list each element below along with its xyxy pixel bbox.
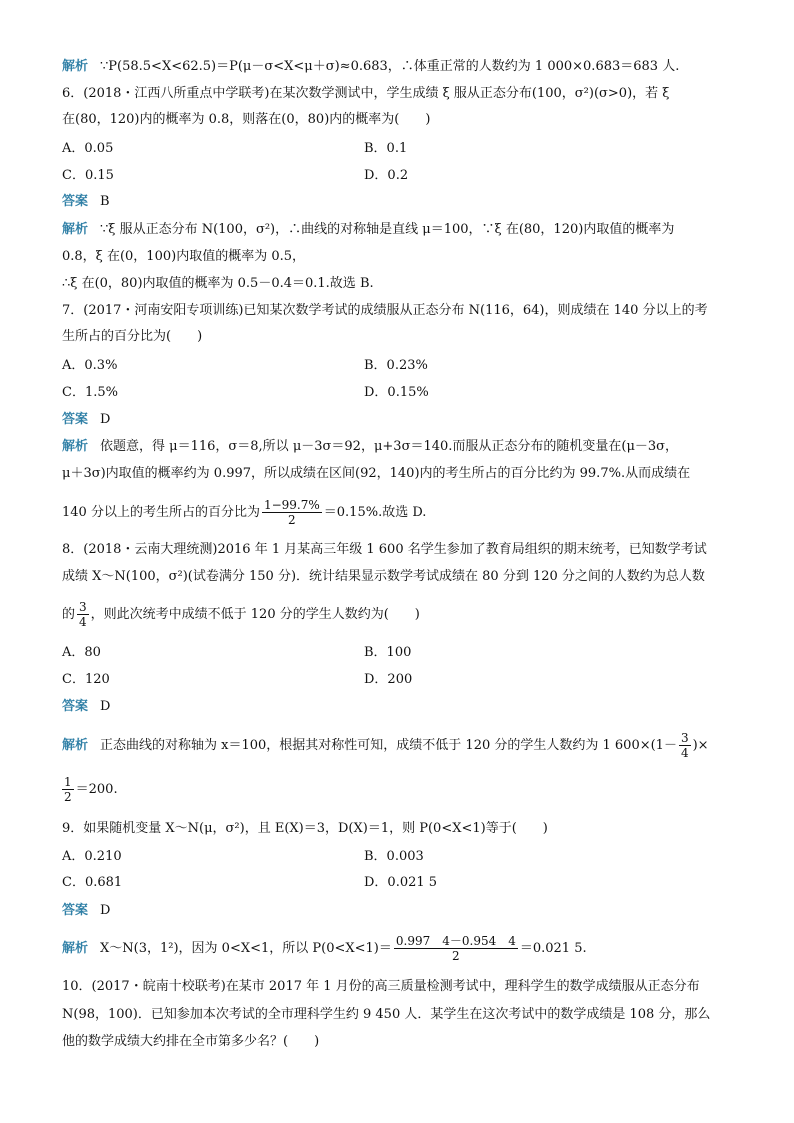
q8-stem-line2: 成绩 X～N(100，σ²)(试卷满分 150 分)．统计结果显示数学考试成绩在 80 分到 120 分之间的人数约为总人数 (62, 569, 705, 584)
q7-option-d: D．0.15% (364, 385, 429, 400)
q10-stem-line3: 他的数学成绩大约排在全市第多少名？( ) (62, 1034, 320, 1049)
q6-stem-line1: 6．(2018・江西八所重点中学联考)在某次数学测试中，学生成绩 ξ 服从正态分布(100，σ²)(σ>0)，若 ξ (62, 86, 670, 101)
q6-option-b: B．0.1 (364, 141, 408, 156)
q8-stem-line3: 的 $\frac{3}{4}$ ，则此次统考中成绩不低于 120 分的学生人数约为( ) (62, 600, 420, 629)
q10-stem-line2: N(98，100)．已知参加本次考试的全市理科学生约 9 450 人．某学生在这次考试中的数学成绩是 108 分，那么 (62, 1007, 711, 1022)
q9-option-a: A．0.210 (62, 849, 122, 864)
q8-analysis-line1: 解析 正态曲线的对称轴为 x＝100，根据其对称性可知，成绩不低于 120 分的学生人数约为 1 600×(1－ $\frac{3}{4}$ )× (62, 731, 709, 760)
q6-analysis-line1: 解析 ∵ξ 服从正态分布 N(100，σ²)，∴曲线的对称轴是直线 μ＝100，∵ξ 在(80，120)内取值的概率为 (62, 222, 675, 237)
q6-answer: 答案 B (62, 194, 110, 209)
analysis-label: 解析 (62, 439, 89, 454)
fraction: $\frac{3}{4}$ (680, 731, 689, 760)
q9-option-b: B．0.003 (364, 849, 424, 864)
q8-option-c: C．120 (62, 672, 110, 687)
q8-answer: 答案 D (62, 699, 111, 714)
q6-option-a: A．0.05 (62, 141, 114, 156)
q7-stem-line1: 7．(2017・河南安阳专项训练)已知某次数学考试的成绩服从正态分布 N(116，64)，则成绩在 140 分以上的考 (62, 303, 708, 318)
fraction: $\frac{3}{4}$ (79, 600, 87, 629)
q7-option-a: A．0.3% (62, 358, 118, 373)
q8-analysis-line2: $\frac{1}{2}$ ＝200. (64, 775, 118, 804)
q8-option-a: A．80 (62, 645, 101, 660)
answer-label: 答案 (62, 412, 89, 427)
q8-option-b: B．100 (364, 645, 412, 660)
q10-stem-line1: 10．(2017・皖南十校联考)在某市 2017 年 1 月份的高三质量检测考试中，理科学生的数学成绩服从正态分布 (62, 979, 700, 994)
q9-stem: 9．如果随机变量 X～N(μ，σ²)，且 E(X)＝3，D(X)＝1，则 P(0<X<1)等于( ) (62, 821, 548, 836)
analysis-label: 解析 (62, 222, 89, 237)
answer-label: 答案 (62, 903, 89, 918)
q9-option-d: D．0.021 5 (364, 875, 438, 890)
q6-stem-line2: 在(80，120)内的概率为 0.8，则落在(0，80)内的概率为( ) (62, 112, 431, 127)
fraction: $\frac{1}{2}$ (64, 775, 72, 804)
q6-option-c: C．0.15 (62, 168, 114, 183)
q7-analysis-line2: μ＋3σ)内取值的概率约为 0.997，所以成绩在区间(92，140)内的考生所占的百分比约为 99.7%.从而成绩在 (62, 466, 691, 481)
q7-analysis-line3: 140 分以上的考生所占的百分比为 $\frac{1-99.7\%}{2}$ ＝0.15%.故选 D. (62, 498, 427, 527)
q6-analysis-line2: 0.8，ξ 在(0，100)内取值的概率为 0.5， (62, 249, 306, 264)
analysis-label: 解析 (62, 738, 89, 753)
q9-analysis: 解析 X～N(3，1²)，因为 0<X<1，所以 P(0<X<1)＝ $\frac{0.997 4-0.954 4}{2}$ ＝0.021 5. (62, 934, 587, 963)
fraction: $\frac{0.997 4-0.954 4}{2}$ (395, 934, 516, 963)
q6-option-d: D．0.2 (364, 168, 409, 183)
analysis-label: 解析 (62, 59, 89, 74)
q7-analysis-line1: 解析 依题意，得 μ＝116，σ＝8,所以 μ－3σ＝92，μ+3σ＝140.而服从正态分布的随机变量在(μ－3σ， (62, 439, 679, 454)
answer-label: 答案 (62, 699, 89, 714)
analysis-label: 解析 (62, 941, 89, 956)
q7-option-c: C．1.5% (62, 385, 118, 400)
fraction: $\frac{1-99.7\%}{2}$ (263, 498, 320, 527)
q6-analysis-line3: ∴ξ 在(0，80)内取值的概率为 0.5－0.4＝0.1.故选 B. (62, 276, 374, 291)
q7-answer: 答案 D (62, 412, 111, 427)
q8-stem-line1: 8．(2018・云南大理统测)2016 年 1 月某高三年级 1 600 名学生参加了教育局组织的期末统考，已知数学考试 (62, 542, 707, 557)
q7-stem-line2: 生所占的百分比为( ) (62, 329, 203, 344)
answer-label: 答案 (62, 194, 89, 209)
q7-option-b: B．0.23% (364, 358, 428, 373)
q9-answer: 答案 D (62, 903, 111, 918)
q9-option-c: C．0.681 (62, 875, 123, 890)
q8-option-d: D．200 (364, 672, 413, 687)
q5-analysis: 解析 ∵P(58.5<X<62.5)＝P(μ－σ<X<μ＋σ)≈0.683，∴体重正常的人数约为 1 000×0.683＝683 人. (62, 59, 680, 74)
